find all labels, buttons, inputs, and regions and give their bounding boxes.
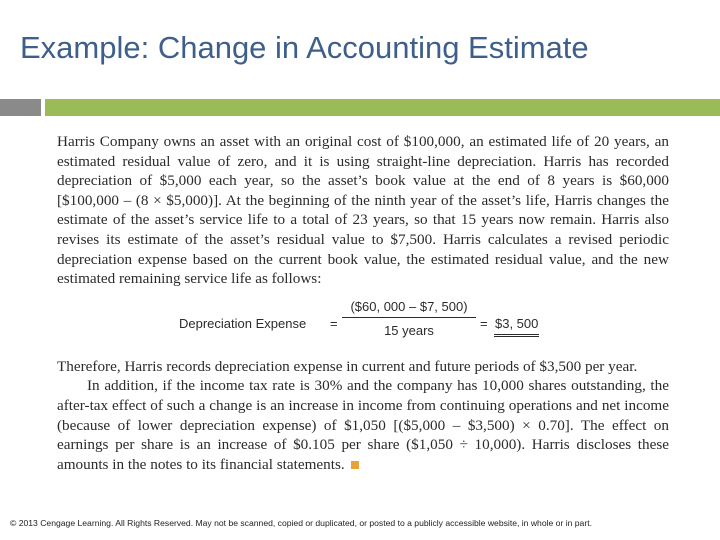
formula-result: $3, 500: [494, 314, 539, 338]
fraction-bar: [342, 317, 476, 318]
formula-label: Depreciation Expense: [179, 315, 307, 331]
formula-equals-sign: =: [330, 315, 338, 331]
formula-numerator: ($60, 000 – $7, 500): [350, 298, 468, 314]
depreciation-formula: [57, 297, 669, 347]
copyright-footer: © 2013 Cengage Learning. All Rights Reserved. May not be scanned, copied or duplicated, or posted to a publicly accessible website, in whole or in part.: [10, 518, 592, 528]
formula-denominator: 15 years: [384, 322, 434, 338]
slide-title: Example: Change in Accounting Estimate: [20, 30, 589, 65]
end-of-example-icon: [351, 461, 359, 469]
accent-bar-gray: [0, 99, 41, 116]
paragraph-conclusion: Therefore, Harris records depreciation expense in current and future periods of $3,500 per year.: [57, 357, 638, 375]
example-text: [57, 132, 669, 474]
paragraph-tax-effect-text: In addition, if the income tax rate is 30% and the company has 10,000 shares outstanding, the after-tax effect of such a change is an increase in income from continuing operations and net income (because of lower depreciation expense) of $1,050 [($5,000 – $3,500) × 0.70]. The effect on earnings per share is an increase of $0.105 per share ($1,050 ÷ 10,000). Harris discloses these amounts in the notes to its financial statements.: [57, 377, 669, 473]
paragraph-tax-effect: [57, 376, 669, 474]
paragraph-scenario: Harris Company owns an asset with an original cost of $100,000, an estimated life of 20 years, an estimated residual value of zero, and it is using straight-line depreciation. Harris has recorded depreciation of $5,000 each year, so the asset’s book value at the end of 8 years is $60,000 [$100,000 – (8 × $5,000)]. At the beginning of the ninth year of the asset’s life, Harris changes the estimate of the asset’s service life to a total of 23 years, so that 15 years now remain. Harris also revises its estimate of the asset’s residual value to $7,500. Harris calculates a revised periodic depreciation expense based on the current book value, the estimated residual value, and the new estimated remaining service life as follows:: [57, 133, 669, 288]
formula-equals-sign-result: =: [480, 315, 488, 331]
accent-bar-green: [45, 99, 720, 116]
